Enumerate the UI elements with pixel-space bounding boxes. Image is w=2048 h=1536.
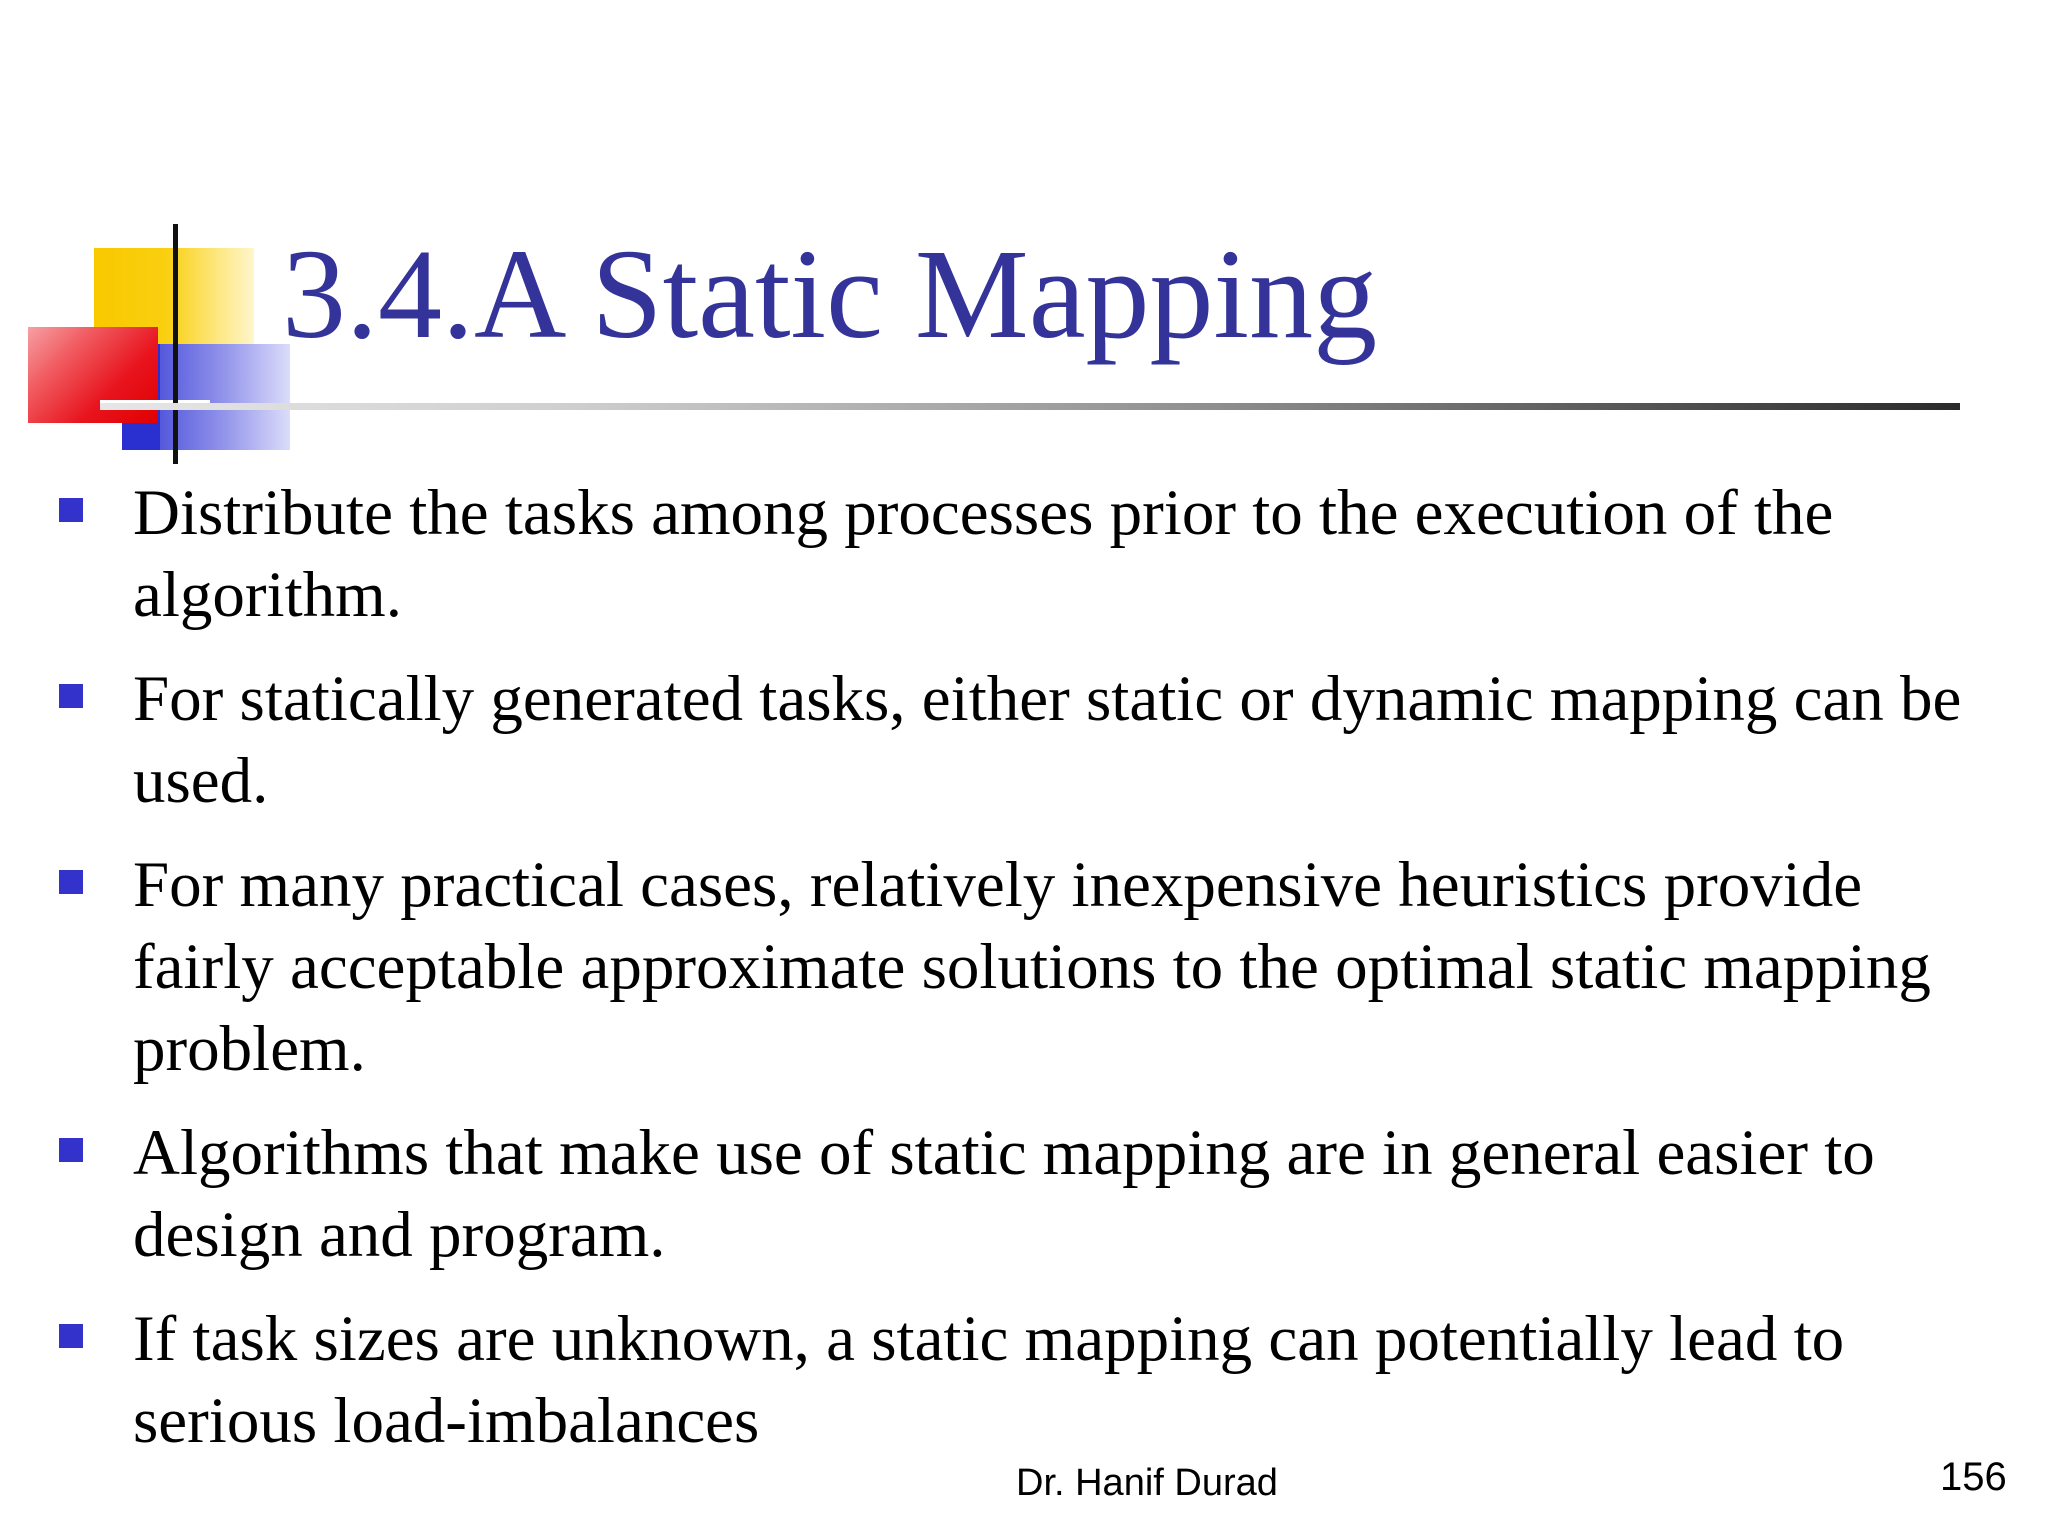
square-bullet-icon [59, 870, 83, 894]
bullet-text: Distribute the tasks among processes prior to the execution of the algorithm. [133, 477, 1834, 631]
bullet-text: Algorithms that make use of static mapping are in general easier to design and program. [133, 1117, 1875, 1271]
bullet-item [0, 1298, 2048, 1462]
square-bullet-icon [59, 684, 83, 708]
bullet-list [0, 472, 2048, 1484]
logo-blue-gradient-square [160, 344, 290, 450]
square-bullet-icon [59, 498, 83, 522]
square-bullet-icon [59, 1138, 83, 1162]
square-bullet-icon [59, 1324, 83, 1348]
bullet-item [0, 472, 2048, 636]
decorative-logo [0, 0, 300, 470]
bullet-text: If task sizes are unknown, a static mapping can potentially lead to serious load-imbalances [133, 1303, 1845, 1457]
footer-author: Dr. Hanif Durad [1016, 1462, 1278, 1504]
bullet-item [0, 844, 2048, 1090]
slide-title: 3.4.A Static Mapping [282, 223, 1378, 365]
bullet-text: For many practical cases, relatively inexpensive heuristics provide fairly acceptable approximate solutions to the optimal static mapping problem. [133, 849, 1931, 1085]
logo-vertical-line [173, 224, 178, 464]
title-underline [100, 403, 1960, 410]
bullet-text: For statically generated tasks, either static or dynamic mapping can be used. [133, 663, 1962, 817]
bullet-item [0, 658, 2048, 822]
bullet-item [0, 1112, 2048, 1276]
page-number: 156 [1940, 1455, 2007, 1499]
